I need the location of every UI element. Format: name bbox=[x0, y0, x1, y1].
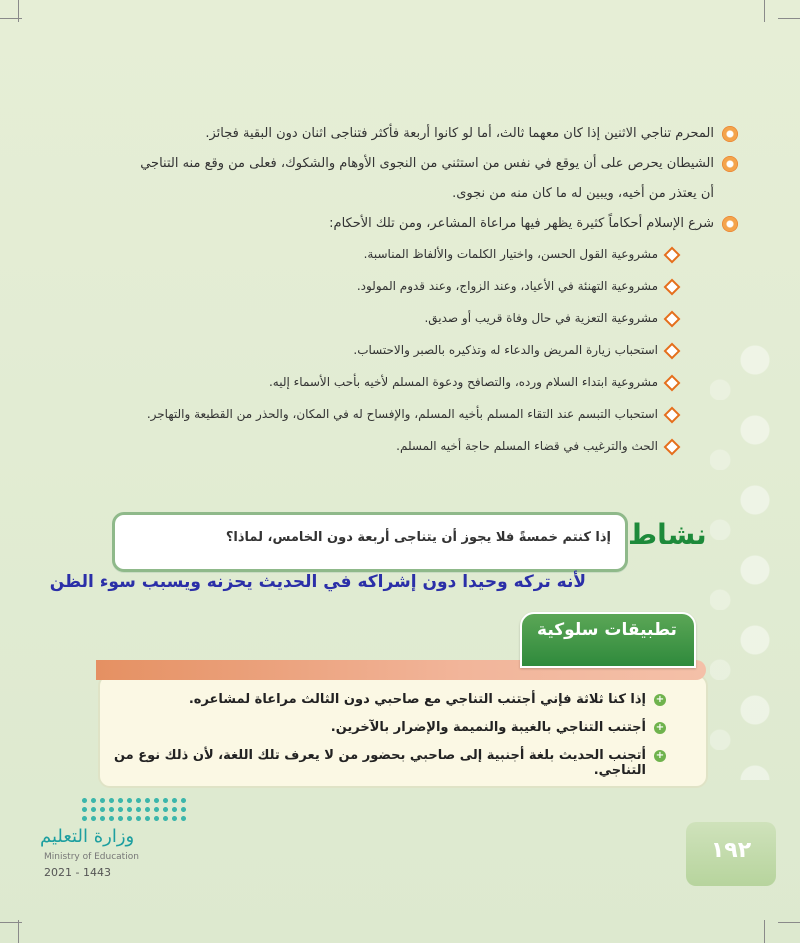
diamond-bullet-icon bbox=[664, 439, 681, 456]
diamond-bullet-icon bbox=[664, 279, 681, 296]
application-item bbox=[188, 692, 665, 707]
sub-point-text: استحباب التبسم عند التقاء المسلم بأخيه المسلم، والإفساح له في المكان، والحذر من القطيعة والتهاجر. bbox=[146, 407, 658, 421]
crop-mark bbox=[18, 920, 19, 943]
sub-point bbox=[40, 404, 658, 424]
sub-point bbox=[60, 276, 658, 296]
page-number: ١٩٢ bbox=[710, 838, 752, 863]
main-point bbox=[60, 214, 714, 234]
sub-point-text: مشروعية القول الحسن، واختيار الكلمات والألفاظ المناسبة. bbox=[363, 247, 658, 261]
ministry-name-arabic: وزارة التعليم bbox=[40, 826, 135, 847]
crop-mark bbox=[0, 18, 22, 19]
applications-box bbox=[98, 674, 708, 788]
crop-mark bbox=[764, 0, 765, 22]
crop-mark bbox=[778, 922, 800, 923]
main-point-text: المحرم تناجي الاثنين إذا كان معهما ثالث، أما لو كانوا أربعة فأكثر فتناجى اثنان دون البقية فجائز. bbox=[205, 126, 714, 141]
main-point-continuation bbox=[60, 184, 714, 204]
activity-box bbox=[112, 512, 628, 572]
sub-point bbox=[60, 308, 658, 328]
decorative-pattern bbox=[710, 330, 800, 780]
crop-mark bbox=[778, 18, 800, 19]
plus-bullet-icon: + bbox=[655, 750, 665, 761]
sub-point bbox=[60, 436, 658, 456]
orange-circle-bullet-icon bbox=[722, 216, 738, 232]
ministry-logo-icon bbox=[80, 796, 190, 822]
sub-point-text: مشروعية ابتداء السلام ورده، والتصافح ودعوة المسلم لأخيه بأحب الأسماء إليه. bbox=[268, 375, 658, 389]
orange-circle-bullet-icon bbox=[722, 156, 738, 172]
sub-point bbox=[60, 244, 658, 264]
application-text: أتجنب الحديث بلغة أجنبية إلى صاحبي بحضور من لا يعرف تلك اللغة، لأن ذلك نوع من التناجي. bbox=[113, 748, 646, 778]
application-text: إذا كنا ثلاثة فإني أجتنب التناجي مع صاحبي دون الثالث مراعاة لمشاعره. bbox=[188, 692, 646, 707]
main-point-text: الشيطان يحرص على أن يوقع في نفس من استثني من النجوى الأوهام والشكوك، فعلى من وقع منه التناجي bbox=[140, 156, 714, 171]
activity-answer: لأنه تركه وحيدا دون إشراكه في الحديث يحزنه ويسبب سوء الظن bbox=[49, 572, 586, 592]
activity-question: إذا كنتم خمسةً فلا يجوز أن يتناجى أربعة دون الخامس، لماذا؟ bbox=[225, 530, 611, 545]
sub-point-text: استحباب زيارة المريض والدعاء له وتذكيره بالصبر والاحتساب. bbox=[353, 343, 658, 357]
crop-mark bbox=[0, 922, 22, 923]
plus-bullet-icon: + bbox=[655, 722, 665, 733]
sub-point-text: مشروعية التهنئة في الأعياد، وعند الزواج، وعند قدوم المولود. bbox=[356, 279, 658, 293]
ministry-name-english: Ministry of Education bbox=[44, 852, 139, 862]
diamond-bullet-icon bbox=[664, 311, 681, 328]
main-point-text: أن يعتذر من أخيه، ويبين له ما كان منه من نجوى. bbox=[452, 186, 714, 201]
main-point bbox=[60, 124, 714, 144]
sub-point bbox=[60, 340, 658, 360]
main-point-text: شرع الإسلام أحكاماً كثيرة يظهر فيها مراعاة المشاعر، ومن تلك الأحكام: bbox=[329, 216, 714, 231]
diamond-bullet-icon bbox=[664, 375, 681, 392]
edition-year: 2021 - 1443 bbox=[44, 866, 111, 879]
sub-point bbox=[60, 372, 658, 392]
sub-point-text: مشروعية التعزية في حال وفاة قريب أو صديق. bbox=[424, 311, 658, 325]
diamond-bullet-icon bbox=[664, 343, 681, 360]
application-item bbox=[330, 720, 665, 735]
diamond-bullet-icon bbox=[664, 247, 681, 264]
diamond-bullet-icon bbox=[664, 407, 681, 424]
main-point bbox=[60, 154, 714, 174]
applications-title: تطبيقات سلوكية bbox=[537, 620, 677, 640]
crop-mark bbox=[764, 920, 765, 943]
activity-label: نشاط bbox=[628, 518, 707, 551]
application-item bbox=[100, 748, 665, 778]
sub-point-text: الحث والترغيب في قضاء المسلم حاجة أخيه المسلم. bbox=[396, 439, 658, 453]
application-text: أجتنب التناجي بالغيبة والنميمة والإضرار بالآخرين. bbox=[330, 720, 646, 735]
orange-circle-bullet-icon bbox=[722, 126, 738, 142]
plus-bullet-icon: + bbox=[655, 694, 665, 705]
